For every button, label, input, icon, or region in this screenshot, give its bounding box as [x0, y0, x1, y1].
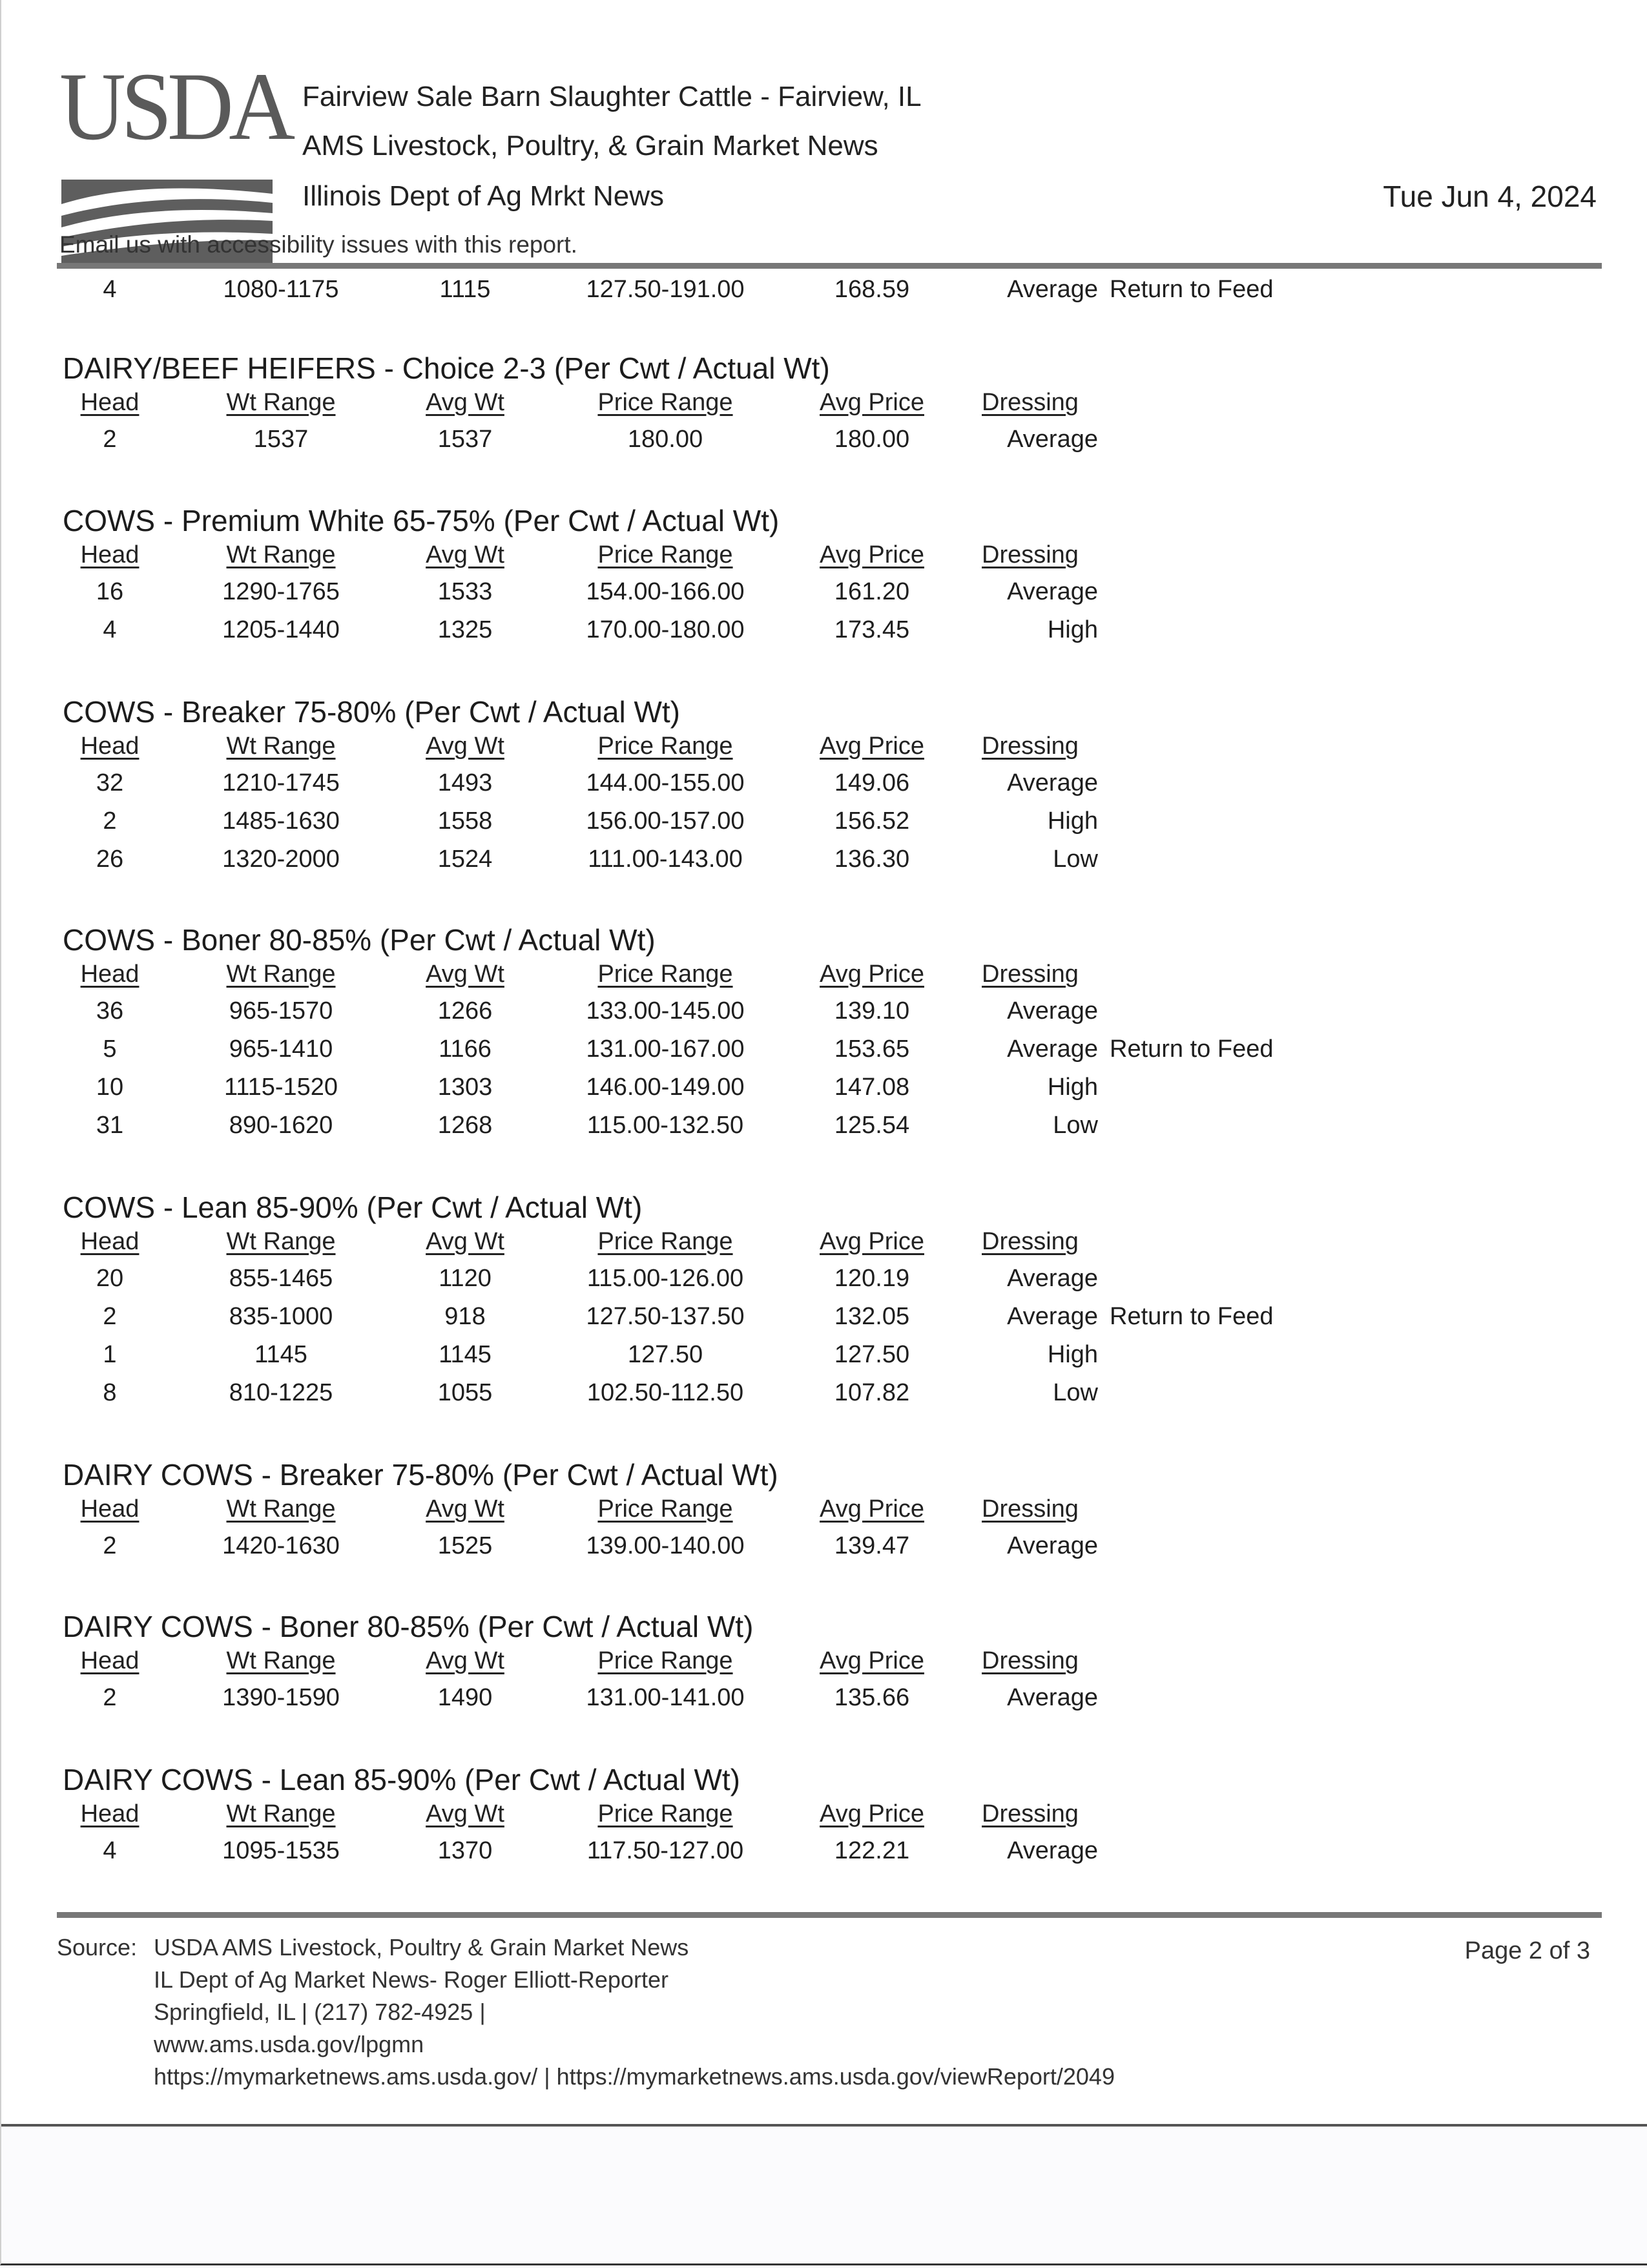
table-row	[0, 1109, 1647, 1141]
head-cell: 31	[96, 1112, 124, 1139]
dressing-cell: Low	[1053, 846, 1098, 873]
dressing-cell: Average	[1007, 997, 1098, 1025]
avg-price-header: Avg Price	[820, 389, 924, 416]
price-range-cell: 170.00-180.00	[586, 616, 745, 643]
price-range-cell: 146.00-149.00	[586, 1074, 745, 1101]
price-range-cell: 139.00-140.00	[586, 1532, 745, 1559]
avg-wt-cell: 1120	[439, 1265, 492, 1292]
avg-wt-cell: 1533	[437, 578, 493, 605]
avg-wt-header: Avg Wt	[426, 1228, 504, 1255]
wt-range-header: Wt Range	[226, 1228, 336, 1255]
dressing-cell: Average	[1007, 1303, 1098, 1330]
wt-range-header: Wt Range	[226, 1647, 336, 1674]
avg-wt-header: Avg Wt	[426, 961, 504, 988]
avg-wt-header: Avg Wt	[426, 541, 504, 568]
avg-price-cell: 153.65	[834, 1035, 910, 1063]
column-header-row	[0, 386, 1647, 419]
dressing-cell: Low	[1053, 1379, 1098, 1406]
table-row	[0, 576, 1647, 608]
wt-range-cell: 1320-2000	[222, 846, 340, 873]
head-cell: 10	[96, 1074, 124, 1101]
dressing-cell: Average	[1007, 1035, 1098, 1063]
avg-price-cell: 127.50	[834, 1341, 910, 1368]
table-row	[0, 1300, 1647, 1333]
wt-range-cell: 1080-1175	[223, 276, 339, 303]
wt-range-cell: 1210-1745	[222, 769, 340, 796]
report-title: Fairview Sale Barn Slaughter Cattle - Fairview, IL	[302, 81, 922, 112]
table-row	[0, 805, 1647, 837]
table-row	[0, 1033, 1647, 1065]
price-range-cell: 131.00-141.00	[586, 1684, 745, 1711]
head-header: Head	[80, 1647, 140, 1674]
table-row	[0, 614, 1647, 646]
wt-range-cell: 1390-1590	[222, 1684, 340, 1711]
price-range-cell: 127.50	[627, 1341, 703, 1368]
wt-range-cell: 965-1410	[229, 1035, 333, 1063]
avg-wt-cell: 1370	[437, 1837, 493, 1864]
avg-wt-cell: 1266	[437, 997, 493, 1025]
wt-range-header: Wt Range	[226, 541, 336, 568]
price-range-header: Price Range	[597, 1228, 733, 1255]
head-header: Head	[80, 961, 140, 988]
column-header-row	[0, 958, 1647, 990]
wt-range-header: Wt Range	[226, 1495, 336, 1523]
wt-range-header: Wt Range	[226, 961, 336, 988]
head-cell: 4	[103, 616, 117, 643]
table-row	[0, 1681, 1647, 1714]
head-cell: 2	[103, 1532, 117, 1559]
dressing-header: Dressing	[982, 1228, 1079, 1255]
usda-logo-text: USDA	[59, 53, 291, 160]
section-title: COWS - Breaker 75-80% (Per Cwt / Actual Wt)	[63, 695, 681, 729]
contact-line: Springfield, IL | (217) 782-4925 |	[154, 1999, 486, 2025]
section-title: DAIRY COWS - Breaker 75-80% (Per Cwt / Actual Wt)	[63, 1458, 778, 1492]
wt-range-header: Wt Range	[226, 1800, 336, 1827]
dressing-cell: High	[1047, 616, 1098, 643]
section-title: DAIRY/BEEF HEIFERS - Choice 2-3 (Per Cwt / Actual Wt)	[63, 351, 830, 385]
price-range-header: Price Range	[597, 1647, 733, 1674]
dressing-cell: High	[1047, 807, 1098, 835]
table-row	[0, 423, 1647, 455]
dressing-header: Dressing	[982, 1495, 1079, 1523]
head-cell: 4	[103, 1837, 117, 1864]
avg-price-header: Avg Price	[820, 541, 924, 568]
avg-price-cell: 139.10	[834, 997, 910, 1025]
avg-price-cell: 122.21	[834, 1837, 910, 1864]
avg-price-cell: 139.47	[834, 1532, 910, 1559]
wt-range-cell: 1205-1440	[222, 616, 340, 643]
avg-wt-cell: 1145	[439, 1341, 492, 1368]
section-title: COWS - Premium White 65-75% (Per Cwt / Actual Wt)	[63, 504, 780, 537]
head-header: Head	[80, 541, 140, 568]
head-cell: 20	[96, 1265, 124, 1292]
head-cell: 1	[103, 1341, 117, 1368]
head-cell: 26	[96, 846, 124, 873]
price-range-header: Price Range	[597, 541, 733, 568]
avg-price-cell: 125.54	[834, 1112, 910, 1139]
section-title: COWS - Boner 80-85% (Per Cwt / Actual Wt)	[63, 923, 656, 957]
avg-wt-cell: 1525	[437, 1532, 493, 1559]
page-number: Page 2 of 3	[1464, 1937, 1590, 1964]
head-header: Head	[80, 733, 140, 760]
usda-logo	[59, 53, 291, 210]
price-range-header: Price Range	[597, 1495, 733, 1523]
price-range-cell: 117.50-127.00	[586, 1837, 744, 1864]
table-row	[0, 995, 1647, 1027]
head-cell: 2	[103, 1303, 117, 1330]
table-row	[0, 767, 1647, 799]
price-range-cell: 115.00-132.50	[586, 1112, 744, 1139]
head-cell: 8	[103, 1379, 117, 1406]
report-date: Tue Jun 4, 2024	[1383, 180, 1597, 213]
wt-range-header: Wt Range	[226, 389, 336, 416]
comment-cell: Return to Feed	[1110, 276, 1274, 303]
price-range-cell: 127.50-191.00	[586, 276, 745, 303]
column-header-row	[0, 539, 1647, 571]
wt-range-header: Wt Range	[226, 733, 336, 760]
avg-wt-cell: 1325	[437, 616, 493, 643]
head-cell: 4	[103, 276, 117, 303]
table-row	[0, 843, 1647, 875]
price-range-cell: 115.00-126.00	[586, 1265, 744, 1292]
avg-wt-cell: 1303	[437, 1074, 493, 1101]
report-agency: AMS Livestock, Poultry, & Grain Market News	[302, 130, 878, 161]
avg-wt-cell: 1537	[437, 426, 493, 453]
dressing-header: Dressing	[982, 1647, 1079, 1674]
comment-cell: Return to Feed	[1110, 1035, 1274, 1063]
avg-wt-cell: 1268	[437, 1112, 493, 1139]
avg-price-cell: 132.05	[834, 1303, 910, 1330]
table-row	[0, 1835, 1647, 1867]
price-range-cell: 111.00-143.00	[588, 846, 743, 873]
table-row	[0, 273, 1647, 306]
price-range-header: Price Range	[597, 961, 733, 988]
price-range-cell: 154.00-166.00	[586, 578, 745, 605]
dressing-cell: High	[1047, 1341, 1098, 1368]
footer-divider	[57, 1912, 1602, 1918]
reporter-line: IL Dept of Ag Market News- Roger Elliott-Reporter	[154, 1966, 668, 1993]
head-cell: 16	[96, 578, 124, 605]
avg-price-cell: 149.06	[834, 769, 910, 796]
column-header-row	[0, 1225, 1647, 1258]
head-header: Head	[80, 1228, 140, 1255]
dressing-cell: Average	[1007, 578, 1098, 605]
website-line[interactable]: www.ams.usda.gov/lpgmn	[154, 2031, 424, 2057]
table-row	[0, 1338, 1647, 1371]
avg-wt-cell: 918	[444, 1303, 486, 1330]
dressing-header: Dressing	[982, 1800, 1079, 1827]
avg-wt-header: Avg Wt	[426, 733, 504, 760]
column-header-row	[0, 730, 1647, 762]
avg-price-cell: 168.59	[834, 276, 910, 303]
comment-cell: Return to Feed	[1110, 1303, 1274, 1330]
dressing-cell: Low	[1053, 1112, 1098, 1139]
avg-wt-header: Avg Wt	[426, 1647, 504, 1674]
wt-range-cell: 810-1225	[229, 1379, 333, 1406]
avg-price-header: Avg Price	[820, 1647, 924, 1674]
head-cell: 32	[96, 769, 124, 796]
dressing-header: Dressing	[982, 389, 1079, 416]
avg-wt-header: Avg Wt	[426, 1800, 504, 1827]
avg-wt-cell: 1524	[437, 846, 493, 873]
avg-wt-cell: 1055	[437, 1379, 493, 1406]
price-range-cell: 102.50-112.50	[586, 1379, 744, 1406]
avg-wt-header: Avg Wt	[426, 389, 504, 416]
avg-wt-cell: 1493	[437, 769, 493, 796]
head-cell: 5	[103, 1035, 117, 1063]
price-range-header: Price Range	[597, 1800, 733, 1827]
head-cell: 36	[96, 997, 124, 1025]
avg-price-cell: 107.82	[834, 1379, 910, 1406]
dressing-cell: Average	[1007, 769, 1098, 796]
price-range-cell: 144.00-155.00	[586, 769, 745, 796]
avg-price-header: Avg Price	[820, 961, 924, 988]
wt-range-cell: 1420-1630	[222, 1532, 340, 1559]
avg-price-cell: 173.45	[834, 616, 910, 643]
head-cell: 2	[103, 1684, 117, 1711]
section-title: DAIRY COWS - Lean 85-90% (Per Cwt / Actual Wt)	[63, 1763, 740, 1796]
wt-range-cell: 1145	[254, 1341, 307, 1368]
wt-range-cell: 1537	[253, 426, 309, 453]
wt-range-cell: 890-1620	[229, 1112, 333, 1139]
dressing-header: Dressing	[982, 961, 1079, 988]
wt-range-cell: 1095-1535	[222, 1837, 340, 1864]
price-range-cell: 127.50-137.50	[586, 1303, 745, 1330]
avg-wt-header: Avg Wt	[426, 1495, 504, 1523]
wt-range-cell: 855-1465	[229, 1265, 333, 1292]
dressing-cell: Average	[1007, 1837, 1098, 1864]
column-header-row	[0, 1798, 1647, 1830]
head-cell: 2	[103, 426, 117, 453]
table-row	[0, 1262, 1647, 1295]
avg-price-cell: 156.52	[834, 807, 910, 835]
dressing-cell: High	[1047, 1074, 1098, 1101]
wt-range-cell: 835-1000	[229, 1303, 333, 1330]
report-links-line[interactable]: https://mymarketnews.ams.usda.gov/ | https://mymarketnews.ams.usda.gov/viewReport/2049	[154, 2063, 1115, 2090]
avg-price-cell: 161.20	[834, 578, 910, 605]
avg-price-header: Avg Price	[820, 1228, 924, 1255]
column-header-row	[0, 1645, 1647, 1677]
wt-range-cell: 965-1570	[229, 997, 333, 1025]
section-title: DAIRY COWS - Boner 80-85% (Per Cwt / Actual Wt)	[63, 1610, 754, 1643]
avg-price-header: Avg Price	[820, 1800, 924, 1827]
avg-price-header: Avg Price	[820, 1495, 924, 1523]
avg-price-header: Avg Price	[820, 733, 924, 760]
price-range-cell: 180.00	[627, 426, 703, 453]
dressing-cell: Average	[1007, 276, 1098, 303]
price-range-cell: 156.00-157.00	[586, 807, 745, 835]
table-row	[0, 1530, 1647, 1562]
avg-price-cell: 120.19	[834, 1265, 910, 1292]
scan-margin	[0, 2124, 1647, 2268]
dressing-cell: Average	[1007, 1684, 1098, 1711]
wt-range-cell: 1485-1630	[222, 807, 340, 835]
dressing-header: Dressing	[982, 541, 1079, 568]
avg-price-cell: 135.66	[834, 1684, 910, 1711]
table-row	[0, 1377, 1647, 1409]
source-label: Source:	[57, 1934, 138, 1961]
price-range-header: Price Range	[597, 389, 733, 416]
avg-wt-cell: 1115	[439, 276, 491, 303]
dressing-cell: Average	[1007, 426, 1098, 453]
dressing-cell: Average	[1007, 1532, 1098, 1559]
section-title: COWS - Lean 85-90% (Per Cwt / Actual Wt)	[63, 1191, 643, 1224]
wt-range-cell: 1115-1520	[223, 1074, 338, 1101]
avg-price-cell: 180.00	[834, 426, 910, 453]
table-row	[0, 1071, 1647, 1103]
dressing-header: Dressing	[982, 733, 1079, 760]
source-line: USDA AMS Livestock, Poultry & Grain Market News	[154, 1934, 689, 1961]
avg-wt-cell: 1490	[437, 1684, 493, 1711]
header-divider	[57, 263, 1602, 269]
avg-price-cell: 147.08	[834, 1074, 910, 1101]
head-header: Head	[80, 1495, 140, 1523]
head-header: Head	[80, 1800, 140, 1827]
price-range-header: Price Range	[597, 733, 733, 760]
report-office: Illinois Dept of Ag Mrkt News	[302, 180, 664, 212]
head-header: Head	[80, 389, 140, 416]
price-range-cell: 131.00-167.00	[586, 1035, 745, 1063]
head-cell: 2	[103, 807, 117, 835]
wt-range-cell: 1290-1765	[222, 578, 340, 605]
accessibility-note: Email us with accessibility issues with this report.	[59, 231, 577, 258]
avg-price-cell: 136.30	[834, 846, 910, 873]
dressing-cell: Average	[1007, 1265, 1098, 1292]
price-range-cell: 133.00-145.00	[586, 997, 745, 1025]
avg-wt-cell: 1166	[439, 1035, 492, 1063]
column-header-row	[0, 1493, 1647, 1525]
avg-wt-cell: 1558	[437, 807, 493, 835]
